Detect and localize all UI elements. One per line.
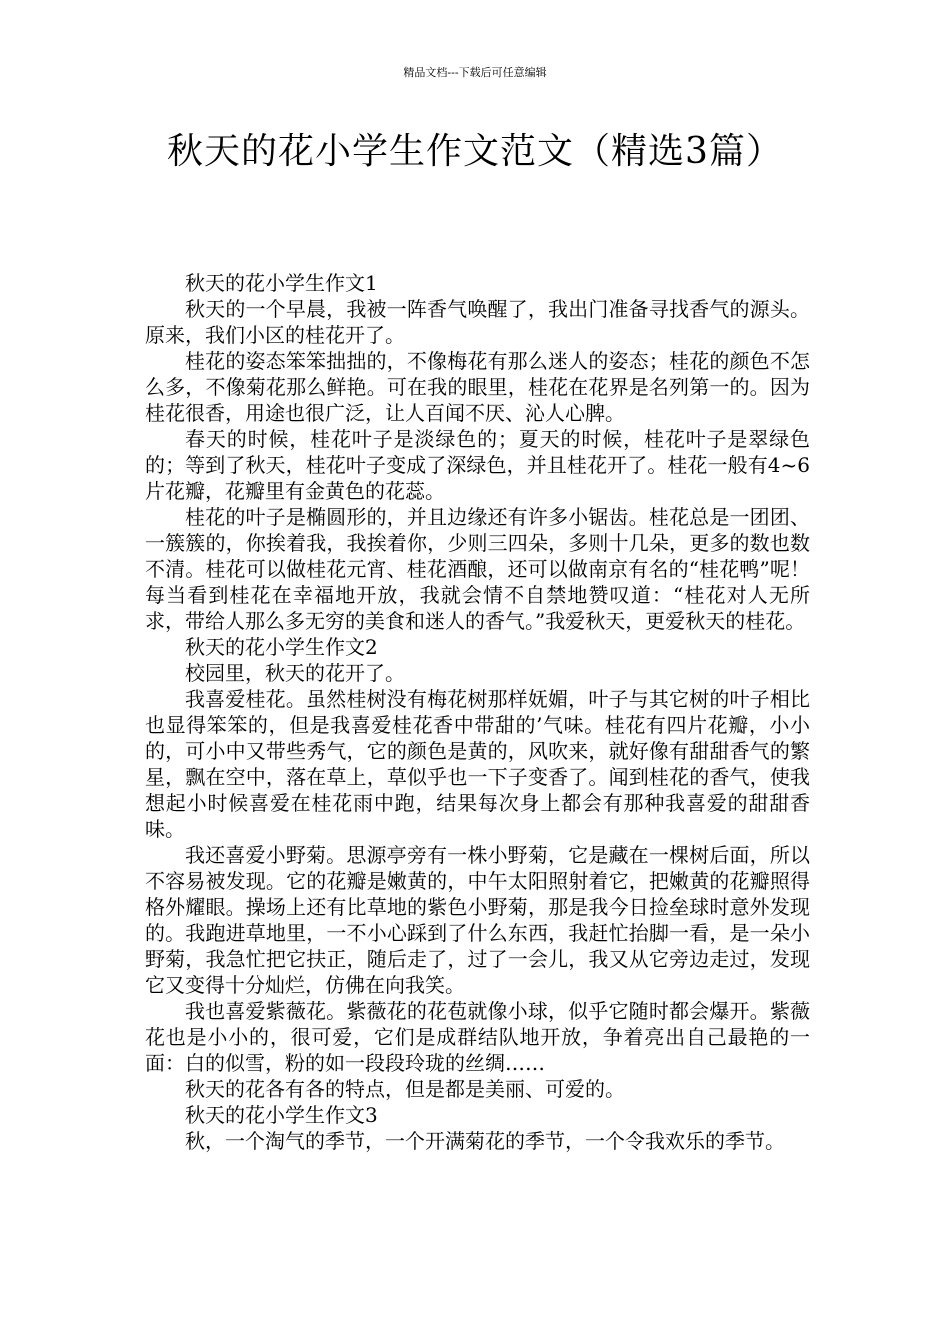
essay-heading-1: 秋天的花小学生作文1 [185,271,378,295]
document-title: 秋天的花小学生作文范文（精选3篇） [167,131,783,172]
paragraph: 春天的时候，桂花叶子是淡绿色的；夏天的时候，桂花叶子是翠绿色的；等到了秋天，桂花叶子变成了深绿色，并且桂花开了。桂花一般有4~6片花瓣，花瓣里有金黄色的花蕊。 [145,427,810,503]
essay-heading-3: 秋天的花小学生作文3 [185,1103,378,1127]
page-header: 精品文档---下载后可任意编辑 [403,66,547,79]
paragraph: 秋天的花各有各的特点，但是都是美丽、可爱的。 [185,1077,625,1101]
document-body [145,270,810,1154]
paragraph: 秋，一个淘气的季节，一个开满菊花的季节，一个令我欢乐的季节。 [185,1129,785,1153]
essay-heading-2: 秋天的花小学生作文2 [185,635,378,659]
paragraph: 我喜爱桂花。虽然桂树没有梅花树那样妩媚，叶子与其它树的叶子相比也显得笨笨的，但是我喜爱桂花香中带甜的’气味。桂花有四片花瓣，小小的，可小中又带些秀气，它的颜色是黄的，风吹来，就好像有甜甜香气的繁星，飘在空中，落在草上，草似乎也一下子变香了。闻到桂花的香气，使我想起小时候喜爱在桂花雨中跑，结果每次身上都会有那种我喜爱的甜甜香味。 [145,687,810,841]
paragraph: 我也喜爱紫薇花。紫薇花的花苞就像小球，似乎它随时都会爆开。紫薇花也是小小的，很可爱，它们是成群结队地开放，争着亮出自己最艳的一面：白的似雪，粉的如一段段玲珑的丝绸…… [145,999,810,1075]
paragraph: 秋天的一个早晨，我被一阵香气唤醒了，我出门准备寻找香气的源头。原来，我们小区的桂花开了。 [145,297,810,347]
paragraph: 我还喜爱小野菊。思源亭旁有一株小野菊，它是藏在一棵树后面，所以不容易被发现。它的花瓣是嫩黄的，中午太阳照射着它，把嫩黄的花瓣照得格外耀眼。操场上还有比草地的紫色小野菊，那是我今日捡垒球时意外发现的。我跑进草地里，一不小心踩到了什么东西，我赶忙抬脚一看，是一朵小野菊，我急忙把它扶正，随后走了，过了一会儿，我又从它旁边走过，发现它又变得十分灿烂，仿佛在向我笑。 [145,843,810,997]
paragraph: 校园里，秋天的花开了。 [185,661,405,685]
paragraph: 桂花的叶子是椭圆形的，并且边缘还有许多小锯齿。桂花总是一团团、一簇簇的，你挨着我，我挨着你，少则三四朵，多则十几朵，更多的数也数不清。桂花可以做桂花元宵、桂花酒酿，还可以做南京有名的“桂花鸭”呢！每当看到桂花在幸福地开放，我就会情不自禁地赞叹道：“桂花对人无所求，带给人那么多无穷的美食和迷人的香气。”我爱秋天，更爱秋天的桂花。 [145,505,810,633]
paragraph: 桂花的姿态笨笨拙拙的，不像梅花有那么迷人的姿态；桂花的颜色不怎么多，不像菊花那么鲜艳。可在我的眼里，桂花在花界是名列第一的。因为桂花很香，用途也很广泛，让人百闻不厌、沁人心脾。 [145,349,810,425]
